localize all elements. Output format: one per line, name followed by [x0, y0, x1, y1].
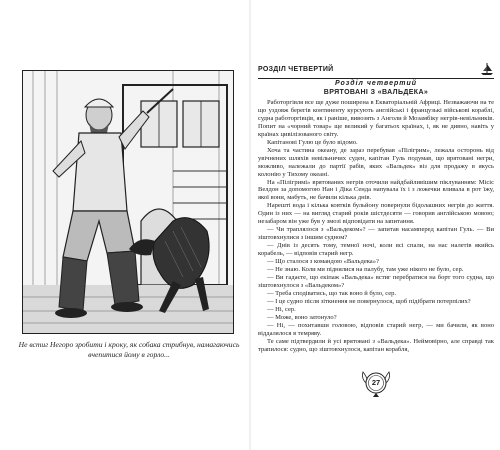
illustration-caption: Не встиг Негоро зробити і кроку, як собака стрибнув, намагаючись вчепитися йому в горло... [18, 340, 240, 359]
paragraph: — Може, воно затонуло? [267, 313, 337, 321]
illustration-negoro-dog [22, 70, 234, 334]
paragraph: Работоргівля все ще дуже поширена в Екваторіальній Африці. Незважаючи на те що уздовж берегів континенту курсують англійські і французькі військові кораблі, судна работоргівців, як і раніше, вивозять з Анголи й Мозамбіку негрів-невільників. Попит на «чорний товар» ще великий у багатьох країнах, і, як не дивно, навіть у країнах цивілізованого світу. [258, 99, 494, 138]
page-number-ornament [361, 368, 391, 398]
page-number: 27 [371, 378, 381, 387]
body-text [258, 99, 494, 389]
paragraph: — Ви гадаєте, що екіпаж «Вальдека» встиг перебратися на борт того судна, що зіштовхнулося з «Вальдеком»? [258, 273, 494, 289]
paragraph: Капітанові Гулю це було відомо. [267, 138, 358, 146]
ship-icon [480, 62, 494, 76]
paragraph: Те саме підтвердили й усі врятовані з «Вальдека». Неймовірно, але справді так трапилося: судно, що зіштовхнулося, капітан корабля, [258, 337, 494, 353]
paragraph: — Не знаю. Коли ми піднялися на палубу, там уже нікого не було, сер. [267, 266, 464, 274]
paragraph: — Чи траплялося з «Вальдеком»? — запитав насамперед капітан Гуль. — Ви зіштовхнулися з іншим судном? [258, 226, 494, 242]
chapter-label: Розділ четвертий [334, 80, 418, 87]
engraving-illustration [23, 71, 233, 333]
running-header-text: РОЗДІЛ ЧЕТВЕРТИЙ [258, 66, 334, 73]
paragraph: — Що сталося з командою «Вальдека»? [267, 258, 379, 266]
paragraph: — Треба сподіватись, що так воно й було, сер. [267, 289, 397, 297]
paragraph: Нарешті вода і кілька ковтків бульйону повернули бідолашних негрів до життя. Один із них — на вигляд старий років шістдесяти — говорив англійською мовою; незабаром він уже був у змозі відповідати на запитання. [258, 202, 494, 226]
page-gutter [249, 0, 251, 450]
paragraph: — І це судно після зіткнення не повернулося, щоб підібрати потерпілих? [267, 297, 471, 305]
paragraph: На «Пілігримі» врятованих негрів оточили найдбайливішим піклуванням: Місіс Велдон за допомогою Нан і Діка Сенда напувала їх і з ложечки вливала в рот їжу, якої вони, мабуть, не бачили кілька днів. [258, 178, 494, 202]
paragraph: Хоча та частина океану, де зараз перебував «Пілігрим», лежала осторонь від увічнених шляхів невільничих суден, капітан Гуль подумав, що врятовані негри, можливо, належали до партії рабів, яких «Вальдек» віз для продажу в якусь колонію у Тихому океані. [258, 146, 494, 178]
paragraph: — Ні, — похитавши головою, відповів старий негр, — ми бачили, як воно віддалялося в темряву. [258, 321, 494, 337]
paragraph: — Днів із десять тому, темної ночі, коли всі спали, на нас налетів якийсь корабель, — відповів старий негр. [258, 242, 494, 258]
right-page [258, 0, 494, 450]
chapter-title: ВРЯТОВАНІ З «ВАЛЬДЕКА» [323, 89, 429, 96]
paragraph: — Ні, сер. [267, 305, 296, 313]
running-header [258, 66, 494, 79]
